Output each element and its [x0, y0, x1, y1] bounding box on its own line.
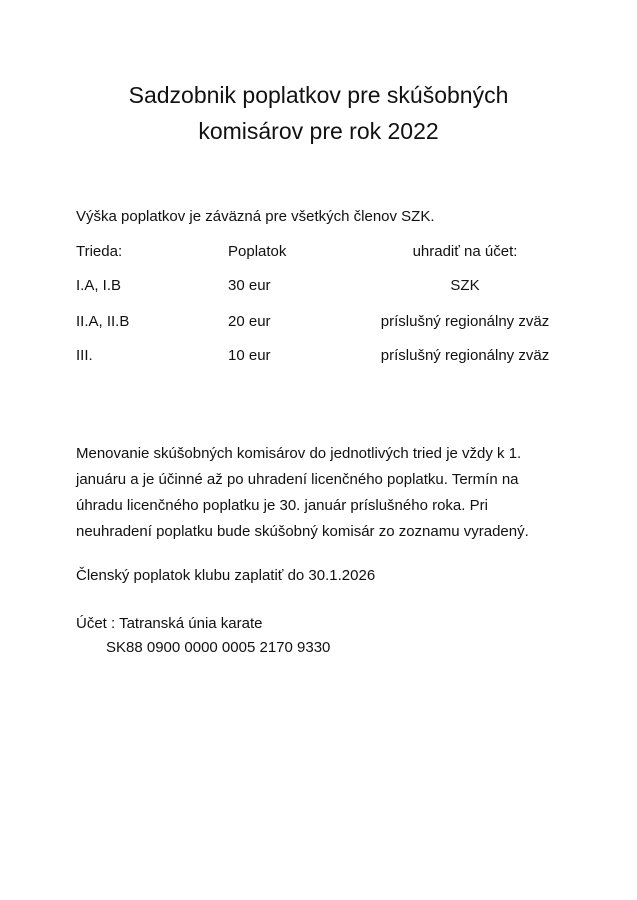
- membership-fee-text: Členský poplatok klubu zaplatiť do 30.1.2026: [76, 567, 376, 584]
- paragraph-line-4: neuhradení poplatku bude skúšobný komisár zo zoznamu vyradený.: [76, 523, 529, 540]
- appointment-paragraph: [76, 441, 576, 545]
- row-3-class: III.: [76, 347, 93, 364]
- account-iban: SK88 0900 0000 0005 2170 9330: [106, 639, 331, 656]
- row-1-account: SZK: [450, 277, 480, 294]
- header-ucet: uhradiť na účet:: [412, 243, 518, 260]
- row-3-fee: 10 eur: [228, 347, 271, 364]
- header-trieda: Trieda:: [76, 243, 123, 260]
- row-3-account: príslušný regionálny zväz: [380, 347, 550, 364]
- intro-text: Výška poplatkov je záväzná pre všetkých členov SZK.: [76, 208, 435, 225]
- row-2-fee: 20 eur: [228, 313, 271, 330]
- paragraph-line-3: úhradu licenčného poplatku je 30. január príslušného roka. Pri: [76, 497, 488, 514]
- row-1-fee: 30 eur: [228, 277, 271, 294]
- header-poplatok: Poplatok: [228, 243, 287, 260]
- title-line-1: Sadzobnik poplatkov pre skúšobných: [128, 82, 509, 108]
- account-label: Účet : Tatranská únia karate: [76, 615, 263, 632]
- row-2-account: príslušný regionálny zväz: [380, 313, 550, 330]
- title-line-2: komisárov pre rok 2022: [198, 118, 439, 144]
- paragraph-line-1: Menovanie skúšobných komisárov do jednotlivých tried je vždy k 1.: [76, 445, 522, 462]
- row-1-class: I.A, I.B: [76, 277, 122, 294]
- paragraph-line-2: januáru a je účinné až po uhradení licenčného poplatku. Termín na: [76, 471, 519, 488]
- row-2-class: II.A, II.B: [76, 313, 130, 330]
